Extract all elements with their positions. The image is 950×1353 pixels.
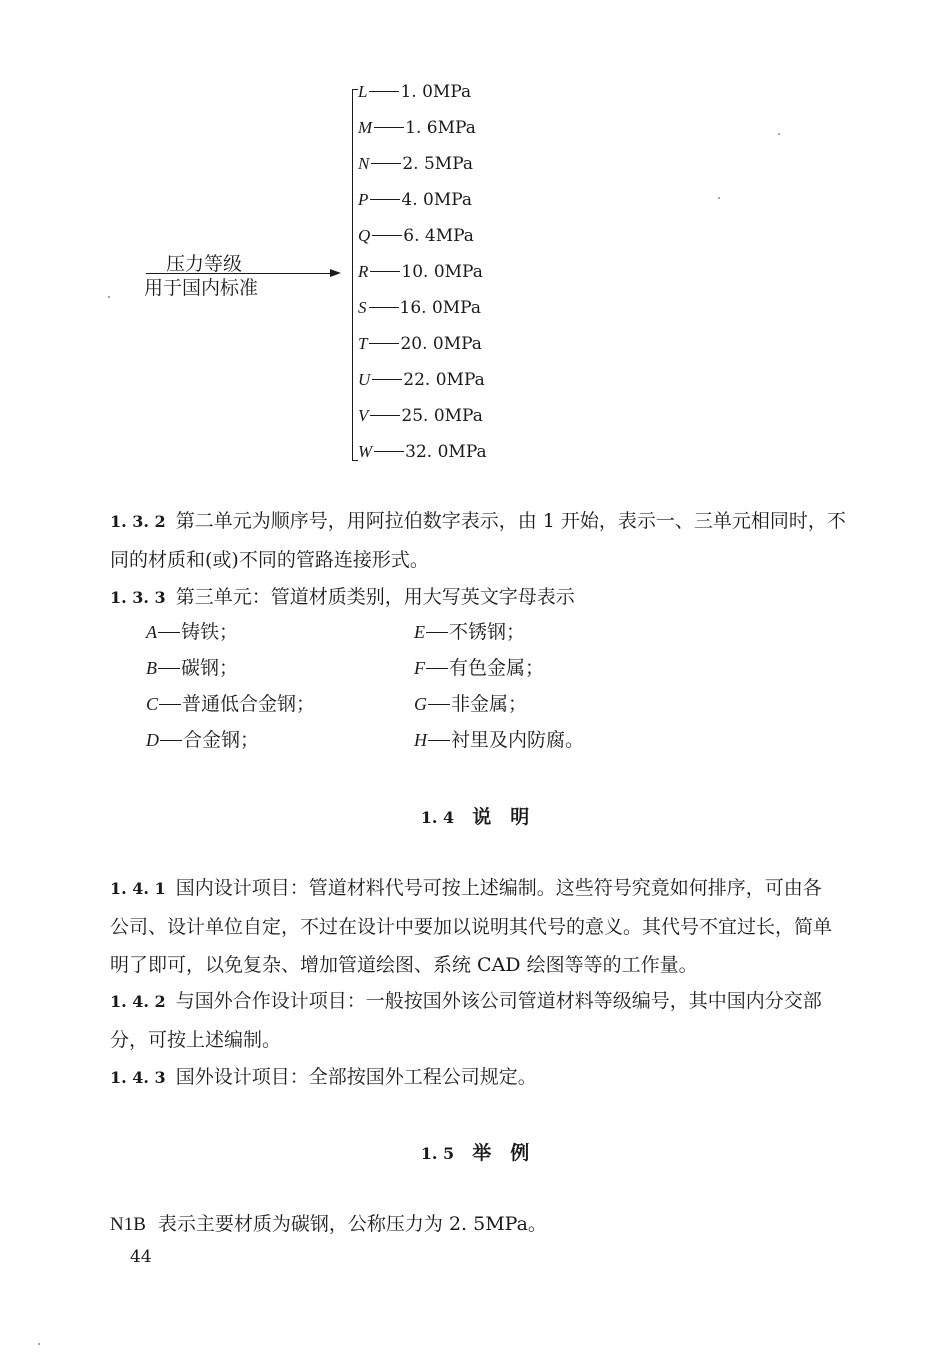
pressure-class-item <box>358 370 485 390</box>
material-category-item <box>414 656 544 680</box>
pressure-class-letter: N <box>358 154 370 173</box>
dash-separator <box>374 127 404 128</box>
paragraph-1-4-1: 1. 4. 1 国内设计项目：管道材料代号可按上述编制。这些符号究竟如何排序，可由各 公司、设计单位自定，不过在设计中要加以说明其代号的意义。其代号不宜过长，简单 明了即可，以免复杂、增加管道绘图、系统 CAD 绘图等等的工作量。 <box>110 877 833 976</box>
pressure-class-value: 20. 0MPa <box>400 334 482 354</box>
section-heading-1-4 <box>0 802 950 829</box>
paragraph-number: 1. 4. 1 <box>110 879 166 898</box>
material-letter: H <box>414 730 427 750</box>
dash-separator <box>428 704 450 705</box>
dash-separator <box>370 271 400 272</box>
pressure-class-item <box>358 334 482 354</box>
material-letter: E <box>414 622 425 642</box>
pressure-class-letter: R <box>358 262 369 281</box>
material-category-item <box>146 692 315 716</box>
material-letter: B <box>146 658 157 678</box>
diagram-label-top: 压力等级 <box>166 253 243 275</box>
section-title: 说 明 <box>472 806 530 828</box>
material-category-item <box>146 728 259 752</box>
material-name: 碳钢； <box>181 657 239 679</box>
paragraph-1-3-3: 1. 3. 3 第三单元：管道材质类别，用大写英文字母表示 <box>110 586 575 608</box>
dash-separator <box>372 235 402 236</box>
pressure-class-letter: M <box>358 118 373 137</box>
material-letter: F <box>414 658 425 678</box>
dash-separator <box>369 307 399 308</box>
pressure-class-value: 4. 0MPa <box>401 190 473 210</box>
dash-separator <box>371 163 401 164</box>
dash-separator <box>158 632 180 633</box>
pressure-class-letter: P <box>358 190 369 209</box>
section-heading-1-5 <box>0 1138 950 1165</box>
pressure-class-letter: L <box>358 82 368 101</box>
paragraph-number: 1. 3. 3 <box>110 588 166 607</box>
material-letter: D <box>146 730 159 750</box>
pressure-class-letter: T <box>358 334 368 353</box>
example-text: 表示主要材质为碳钢，公称压力为 2. 5MPa。 <box>157 1213 547 1235</box>
pressure-class-letter: V <box>358 406 369 425</box>
pressure-class-value: 22. 0MPa <box>403 370 485 390</box>
pressure-class-item <box>358 442 487 462</box>
paragraph-1-4-2: 1. 4. 2 与国外合作设计项目：一般按国外该公司管道材料等级编号，其中国内分交部 分，可按上述编制。 <box>110 990 822 1051</box>
pressure-class-item <box>358 82 471 102</box>
pressure-class-value: 1. 6MPa <box>405 118 476 138</box>
dash-separator <box>369 343 399 344</box>
section-number: 1. 5 <box>420 1144 455 1163</box>
dash-separator <box>374 451 404 452</box>
pressure-class-item <box>358 298 481 318</box>
scan-speck <box>108 296 110 298</box>
material-name: 衬里及内防腐。 <box>451 729 585 751</box>
pressure-class-item <box>358 262 483 282</box>
section-title: 举 例 <box>472 1142 530 1164</box>
section-number: 1. 4 <box>420 808 455 827</box>
scan-speck <box>718 197 720 199</box>
paragraph-number: 1. 3. 2 <box>110 512 166 531</box>
dash-separator <box>428 740 450 741</box>
pressure-class-value: 16. 0MPa <box>399 298 481 318</box>
pressure-class-value: 6. 4MPa <box>403 226 474 246</box>
dash-separator <box>158 668 180 669</box>
paragraph-1-3-2-line1: 1. 3. 2 第二单元为顺序号，用阿拉伯数字表示，由 1 开始，表示一、三单元相同时，不 <box>110 510 846 532</box>
pressure-class-letter: W <box>358 442 373 461</box>
paragraph-1-3-2 <box>110 502 860 579</box>
dash-separator <box>159 704 181 705</box>
pressure-class-item <box>358 190 472 210</box>
scan-speck <box>778 133 780 135</box>
material-name: 非金属； <box>451 693 528 715</box>
dash-separator <box>370 415 400 416</box>
example-line <box>110 1211 547 1238</box>
pressure-class-value: 25. 0MPa <box>401 406 483 426</box>
pressure-class-item <box>358 406 483 426</box>
pressure-class-value: 2. 5MPa <box>402 154 473 174</box>
dash-separator <box>160 740 182 741</box>
material-name: 有色金属； <box>449 657 545 679</box>
material-category-item <box>146 620 238 644</box>
example-code: N1B <box>110 1214 146 1235</box>
diagram-label-bottom: 用于国内标准 <box>144 277 259 299</box>
dash-separator <box>426 632 448 633</box>
pressure-class-item <box>358 154 473 174</box>
diagram-arrow-head <box>330 269 341 277</box>
dash-separator <box>426 668 448 669</box>
material-name: 普通低合金钢； <box>182 693 316 715</box>
paragraph-number: 1. 4. 3 <box>110 1068 166 1087</box>
scan-speck <box>38 1343 40 1345</box>
pressure-class-value: 32. 0MPa <box>405 442 487 462</box>
material-name: 合金钢； <box>183 729 260 751</box>
pressure-class-letter: U <box>358 370 371 389</box>
dash-separator <box>372 379 402 380</box>
material-category-item <box>414 692 527 716</box>
page-number: 44 <box>130 1247 152 1267</box>
material-category-item <box>414 620 525 644</box>
material-name: 铸铁； <box>181 621 239 643</box>
pressure-class-item <box>358 226 474 246</box>
diagram-arrow-line <box>146 273 336 274</box>
pressure-class-value: 10. 0MPa <box>401 262 483 282</box>
dash-separator <box>369 91 399 92</box>
pressure-class-letter: S <box>358 298 367 317</box>
paragraph-number: 1. 4. 2 <box>110 992 166 1011</box>
material-category-item <box>414 728 584 752</box>
material-letter: A <box>146 622 157 642</box>
material-letter: C <box>146 694 159 714</box>
material-letter: G <box>414 694 427 714</box>
paragraph-1-4-3: 1. 4. 3 国外设计项目：全部按国外工程公司规定。 <box>110 1066 537 1088</box>
material-category-item <box>146 656 238 680</box>
pressure-class-value: 1. 0MPa <box>400 82 472 102</box>
dash-separator <box>370 199 400 200</box>
pressure-class-letter: Q <box>358 226 371 245</box>
paragraph-1-3-2-line2: 同的材质和(或)不同的管路连接形式。 <box>110 549 429 571</box>
material-name: 不锈钢； <box>449 621 526 643</box>
pressure-class-item <box>358 118 476 138</box>
